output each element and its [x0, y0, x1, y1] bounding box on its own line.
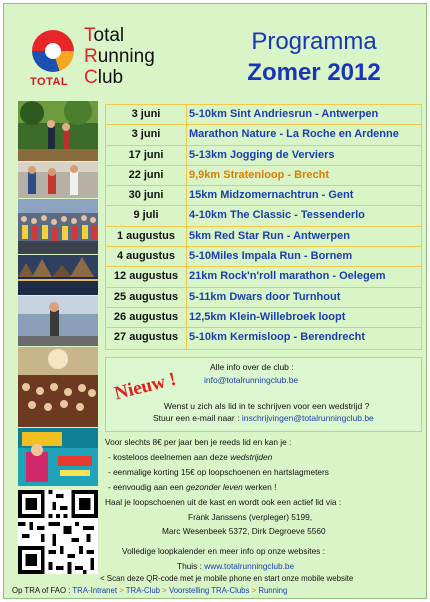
crumb-separator: >	[251, 586, 257, 595]
race-name: 4-10km The Classic - Tessenderlo	[189, 209, 365, 222]
race-name: 5km Red Star Run - Antwerpen	[189, 229, 350, 242]
total-logo-icon	[32, 30, 74, 72]
race-date: 17 juni	[106, 146, 187, 165]
race-date: 3 juni	[106, 125, 187, 144]
qr-code-icon[interactable]	[18, 490, 98, 574]
inschrijvingen-email-link[interactable]: inschrijvingen@totalrunningclub.be	[241, 413, 374, 423]
race-runner-photo	[18, 296, 98, 346]
info-line-inschrijven: Wenst u zich als lid in te schrijven voor een wedstrijd ?	[164, 401, 370, 411]
city-canal-photo	[18, 255, 98, 295]
race-name: 15km Midzomernachtrun - Gent	[189, 189, 354, 202]
race-name: 5-10km Sint Andriesrun - Antwerpen	[189, 108, 379, 120]
table-row	[106, 125, 421, 145]
crumb-voorstelling[interactable]: Voorstelling TRA-Clubs	[168, 586, 250, 595]
forest-runners-photo	[18, 101, 98, 161]
info-line-email: Stuur een e-mail naar : inschrijvingen@totalrunningclub.be	[153, 413, 374, 423]
race-date: 1 augustus	[106, 227, 187, 246]
race-name: 9,9km Stratenloop - Brecht	[189, 168, 329, 181]
membership-intro: Voor slechts 8€ per jaar ben je reeds lid en kan je :	[105, 437, 292, 447]
race-date: 12 augustus	[106, 267, 187, 286]
race-date: 9 juli	[106, 206, 187, 225]
race-name: 5-10Miles Impala Run - Bornem	[189, 250, 353, 263]
poster	[3, 3, 427, 599]
table-row	[106, 206, 421, 226]
race-name: 5-13km Jogging de Verviers	[189, 148, 335, 161]
table-row	[106, 247, 421, 267]
race-date: 3 juni	[106, 105, 187, 124]
crowd-start-photo	[18, 199, 98, 254]
race-date: 26 augustus	[106, 308, 187, 327]
crumb-tra-club[interactable]: TRA-Club	[125, 586, 161, 595]
marathon-runners-photo	[18, 162, 98, 198]
join-via-text: Haal je loopschoenen uit de kast en wordt ook een actief lid via :	[105, 497, 342, 507]
race-name: 5-10km Kermisloop - Berendrecht	[189, 331, 366, 344]
benefit-healthy-living: - eenvoudig aan een gezonder leven werken !	[108, 482, 277, 492]
race-date: 30 juni	[106, 186, 187, 205]
contact-line-2: Marc Wesenbeek 5372, Dirk Degroeve 5560	[162, 526, 326, 536]
table-row	[106, 308, 421, 328]
benefit-free-races: - kosteloos deelnemen aan deze wedstrijden	[108, 452, 273, 462]
race-name: 5-11km Dwars door Turnhout	[189, 290, 341, 303]
race-date: 4 augustus	[106, 247, 187, 266]
race-schedule-table	[105, 104, 422, 350]
crumb-separator: >	[119, 586, 124, 595]
table-row	[106, 166, 421, 186]
race-date: 22 juni	[106, 166, 187, 185]
footer-breadcrumb: Op TRA of FAO : TRA-Intranet > TRA-Club > Voorstelling TRA-Clubs > Running	[12, 586, 288, 595]
race-name: 21km Rock'n'roll marathon - Oelegem	[189, 270, 386, 283]
logo-line-total: Total	[84, 25, 125, 46]
info-line-club: Alle info over de club :	[210, 362, 294, 372]
concert-crowd-photo	[18, 347, 98, 427]
info-email-link[interactable]: info@totalrunningclub.be	[204, 375, 299, 385]
race-name: 12,5km Klein-Willebroek loopt	[189, 310, 346, 323]
table-row	[106, 328, 421, 348]
contact-line-1: Frank Janssens (verpleger) 5199,	[188, 512, 313, 522]
thuis-line: Thuis : www.totalrunningclub.be	[177, 561, 295, 571]
program-title: Programma	[251, 28, 377, 55]
program-subtitle: Zomer 2012	[247, 59, 381, 86]
logo-total-text: TOTAL	[30, 76, 69, 88]
benefit-discount: - eenmalige korting 15€ op loopschoenen en hartslagmeters	[108, 467, 329, 477]
race-name: Marathon Nature - La Roche en Ardenne	[189, 128, 399, 141]
table-row	[106, 267, 421, 287]
race-date: 25 augustus	[106, 288, 187, 307]
qr-instruction: < Scan deze QR-code met je mobile phone en start onze mobile website	[100, 574, 354, 583]
race-date: 27 augustus	[106, 328, 187, 348]
club-info-box	[105, 357, 422, 432]
nieuw-stamp: Nieuw !	[112, 368, 179, 405]
total-running-club-logo	[28, 24, 170, 92]
table-row	[106, 186, 421, 206]
logo-line-club: Club	[84, 67, 124, 88]
rhythm-and-run-poster	[18, 428, 98, 486]
crumb-separator: >	[162, 586, 167, 595]
table-row	[106, 288, 421, 308]
table-row	[106, 146, 421, 166]
table-row	[106, 105, 421, 125]
website-link[interactable]: www.totalrunningclub.be	[204, 561, 295, 571]
table-row	[106, 227, 421, 247]
crumb-running[interactable]: Running	[258, 586, 288, 595]
logo-line-running: Running	[84, 46, 155, 67]
crumb-tra-intranet[interactable]: TRA-Intranet	[72, 586, 118, 595]
websites-text: Volledige loopkalender en meer info op onze websites :	[122, 546, 325, 556]
